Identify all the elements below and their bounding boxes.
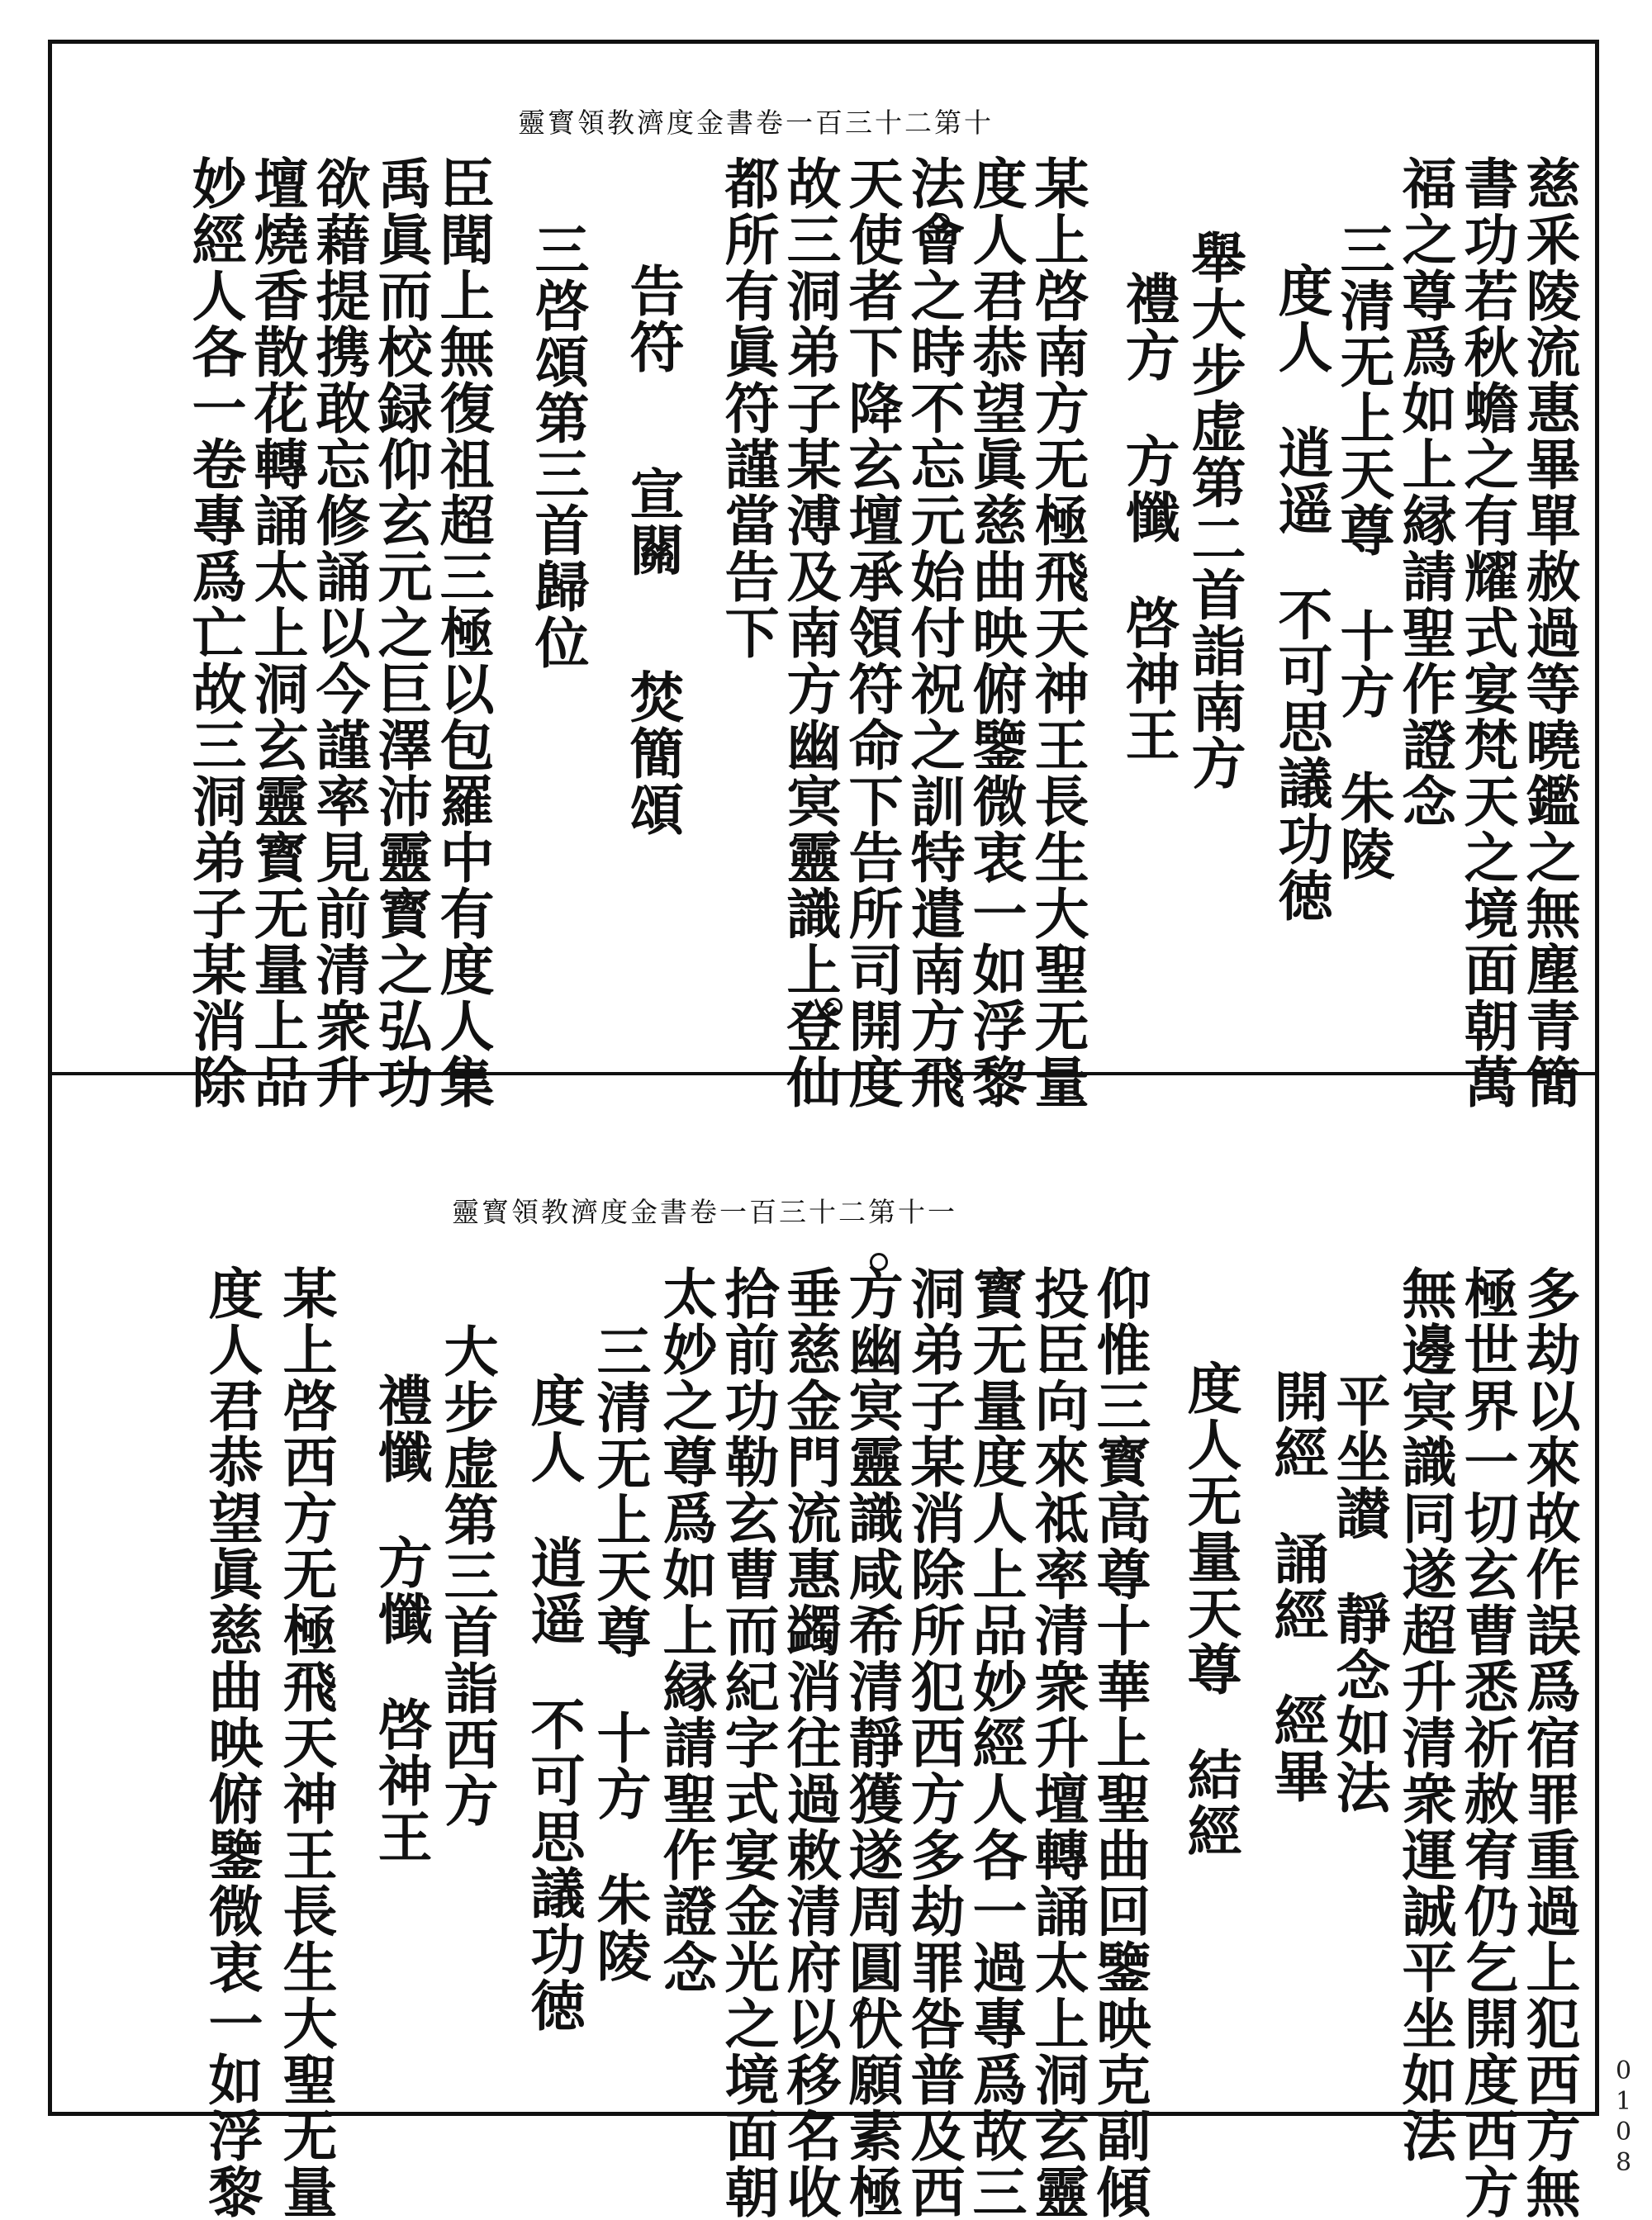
text-column: 多劫以來故作誤爲宿罪重過上犯西方無 <box>1517 1265 1581 2220</box>
text-column: 禮方方懺啓神王 <box>1116 271 1180 763</box>
text-column: 慈釆陵流惠畢單赦過等曉鑑之無塵青簡 <box>1517 155 1581 1110</box>
text-column: 妙經人各一卷專爲亡故三洞弟子某消除 <box>183 155 247 1110</box>
text-column: 度人君恭望眞慈曲映俯鑒微衷一如浮黎 <box>199 1265 263 2220</box>
text-column: 法會之時不忘元始付祝之訓特遣南方飛 <box>901 155 966 1110</box>
punctuation-circle <box>932 213 950 231</box>
text-column: 某上啓南方无極飛天神王長生大聖无量 <box>1025 155 1089 1110</box>
chapter-label: 卷一百三十二第十一 <box>690 1196 957 1228</box>
text-column: 寳无量度人上品妙經人各一過專爲故三 <box>963 1265 1028 2220</box>
text-column: 開經誦經經畢 <box>1265 1369 1329 1805</box>
text-column: 拾前功勒玄曹而紀字式宴金光之境面朝 <box>715 1265 780 2220</box>
text-column: 方幽㝠靈識咸希清靜獲遂周圓伏願素極 <box>839 1265 904 2220</box>
running-head-bottom <box>415 1191 957 1230</box>
punctuation-circle <box>853 2000 871 2018</box>
text-column: 壇燒香散花轉誦太上洞玄靈寳无量上品 <box>244 155 309 1110</box>
text-column: 書功若秋蟾之有耀式宴梵天之境面朝萬 <box>1455 155 1519 1110</box>
text-column: 極世界一切玄曹悉祈赦宥仍乞開度西方 <box>1455 1265 1519 2220</box>
text-column: 臣聞上無復祖超三極以包羅中有度人集 <box>430 155 495 1110</box>
text-column: 太妙之尊爲如上縁請聖作證念 <box>653 1265 718 1995</box>
text-column: 度人君恭望眞慈曲映俯鑒微衷一如浮黎 <box>963 155 1028 1110</box>
book-title: 靈寳領教濟度金書 <box>452 1196 690 1228</box>
text-column: 度人逍遥不可思議功徳 <box>1269 263 1333 923</box>
book-title: 靈寳領教濟度金書 <box>518 107 756 139</box>
chapter-label: 卷一百三十二第十 <box>756 107 994 139</box>
text-column: 天使者下降玄壇承領符命下告所司開度 <box>839 155 904 1110</box>
text-column: 垂慈金門流惠蠲消往過敕清府以移名收 <box>777 1265 842 2220</box>
text-column: 度人无量天尊結經 <box>1178 1360 1242 1859</box>
text-column: 都所有眞符謹當告下 <box>715 155 780 661</box>
text-column: 禮懺方懺啓神王 <box>368 1373 433 1865</box>
text-column: 禹眞而校録仰玄元之巨澤沛靈寳之弘功 <box>368 155 433 1110</box>
text-column: 某上啓西方无極飛天神王長生大聖无量 <box>273 1265 338 2220</box>
text-column: 度人逍遥不可思議功徳 <box>521 1373 586 2033</box>
text-column: 三清无上天尊十方朱陵 <box>1331 221 1395 882</box>
top-panel <box>52 44 1595 1110</box>
punctuation-circle <box>870 1253 888 1271</box>
text-column: 洞弟子某消除所犯西方多劫罪咎普及西 <box>901 1265 966 2220</box>
bottom-panel <box>52 1075 1595 2220</box>
page-number: 0108 <box>1609 2056 1638 2179</box>
punctuation-circle <box>824 998 843 1016</box>
text-column: 無邊㝠識同遂超升清衆運誠平坐如法 <box>1393 1265 1457 2164</box>
running-head-top <box>482 102 994 140</box>
text-column: 欲藉提携敢忘修誦以今謹率見前清衆升 <box>306 155 371 1110</box>
text-column: 舉大步虚第二首詣南方 <box>1182 230 1246 791</box>
text-column: 仰惟三寳高尊十華上聖曲回鑒映克副傾 <box>1087 1265 1151 2220</box>
text-column: 故三洞弟子某溥及南方幽㝠靈識上登仙 <box>777 155 842 1110</box>
text-column: 大步虚第三首詣西方 <box>434 1323 499 1829</box>
text-column: 平坐讃靜念如法 <box>1327 1373 1391 1815</box>
text-column: 投臣向來祗率清衆升壇轉誦太上洞玄靈 <box>1025 1265 1089 2220</box>
text-column: 三啓頌第三首歸位 <box>525 221 590 671</box>
text-column: 福之尊爲如上縁請聖作證念 <box>1393 155 1457 829</box>
text-column: 三清无上天尊十方朱陵 <box>587 1323 652 1984</box>
text-column: 告符宣關焚簡頌 <box>620 263 685 837</box>
